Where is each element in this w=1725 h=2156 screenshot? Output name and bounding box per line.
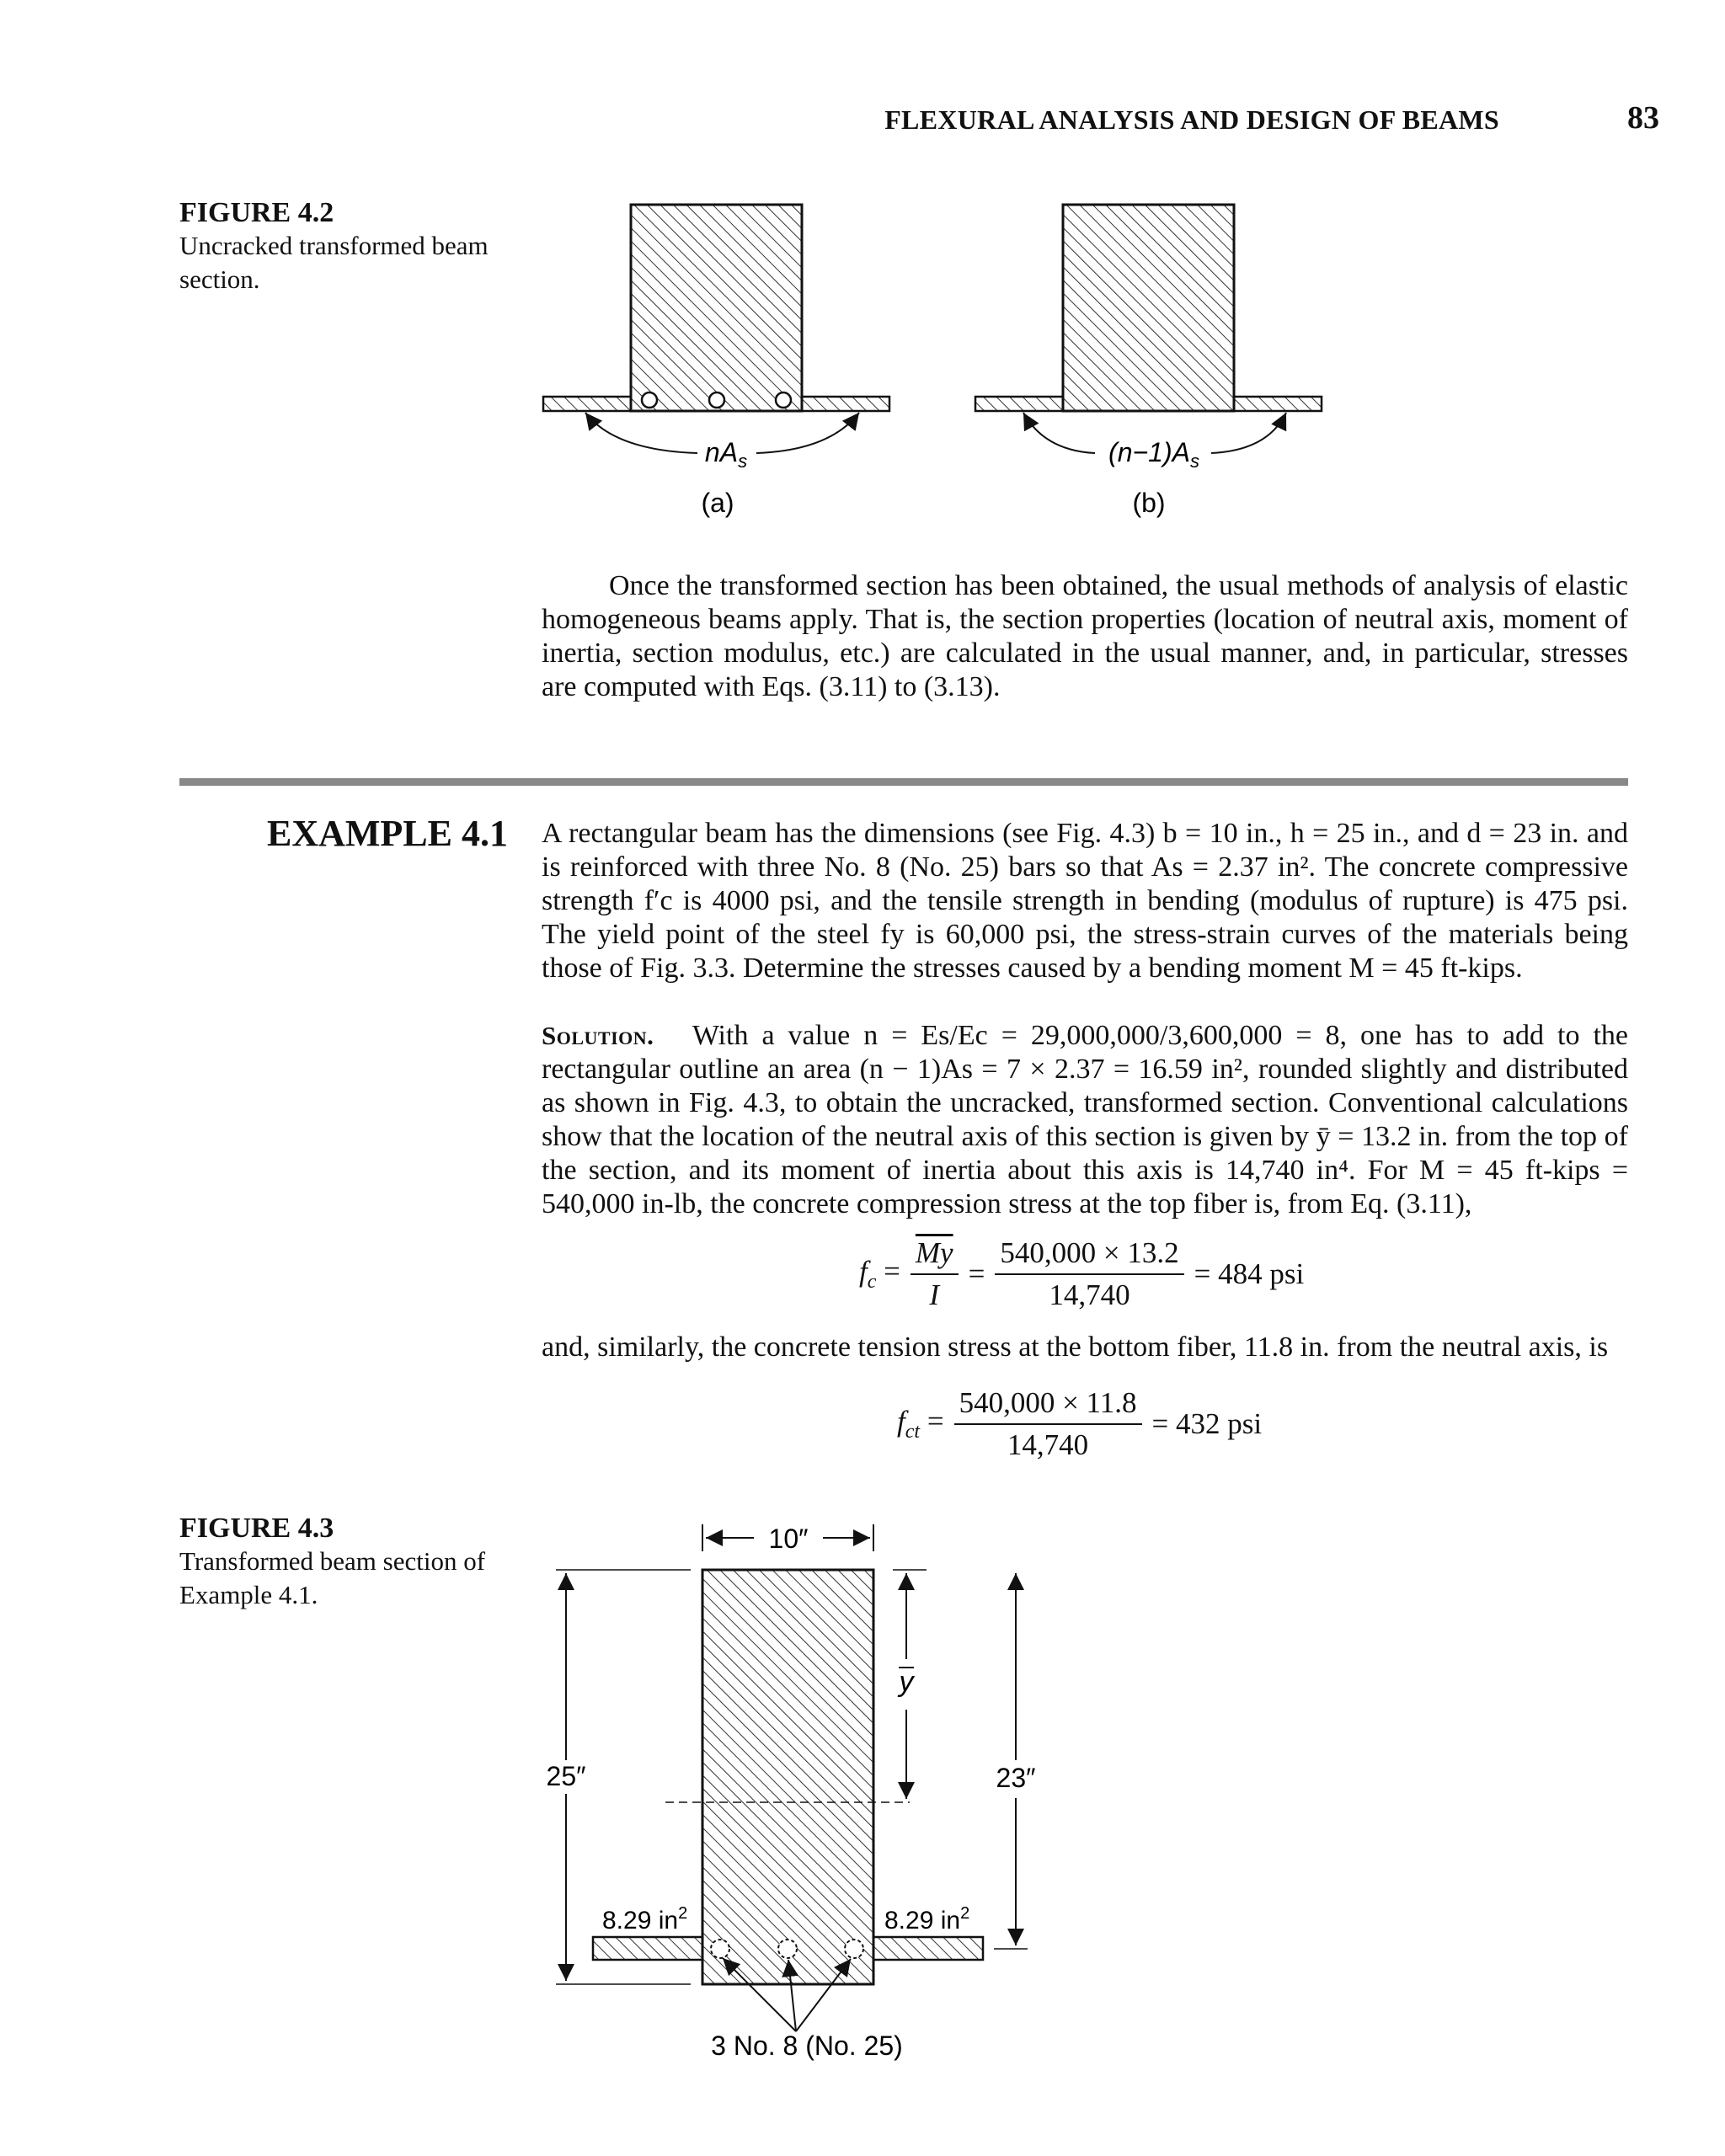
sub-b: (b) <box>1132 488 1166 518</box>
rebar-circle <box>776 392 791 408</box>
label-a: $nA_s$ <box>704 437 748 472</box>
page-number: 83 <box>1627 100 1659 136</box>
equation-fc-frac1: $\frac{\overline{My}}{I}$ <box>911 1236 959 1312</box>
figure-4-3-diagram <box>539 1508 1078 2089</box>
example-label: EXAMPLE 4.1 <box>267 813 508 854</box>
paragraph-transformed-section: Once the transformed section has been obtained, the usual methods of analysis of elastic homogeneous beams apply. That is, the section properties (location of neutral axis, moment of inertia, section modulus, etc.) are calculated in the usual manner, and, in particular, stresses are computed with Eqs. (3.11) to (3.13). <box>542 570 1628 702</box>
rebar-circle <box>709 392 724 408</box>
rebar-circle <box>711 1940 729 1958</box>
between-text: and, similarly, the concrete tension stress at the bottom fiber, 11.8 in. from the neutral axis, is <box>542 1331 1609 1363</box>
equation-fc: $f_c$ = $\frac{\overline{My}}{I}$ = $\frac{540,000 \times 13.2}{14,740}$ = 484 psi <box>859 1236 1305 1311</box>
rebar-circle <box>778 1940 797 1958</box>
transformed-area-left <box>593 1937 702 1960</box>
bars-label: 3 No. 8 (No. 25) <box>711 2031 903 2061</box>
label-b: $(n-1)A_s$ <box>1108 437 1199 472</box>
solution-text: With a value n = Es/Ec = 29,000,000/3,600,000 = 8, one has to add to the rectangular outline an area (n − 1)As = 7 × 2.37 = 16.59 in², rounded slightly and distributed as shown in Fig. 4.3, to obtain the uncracked, transformed section. Conventional calculations show that the location of the neutral axis of this section is given by ȳ = 13.2 in. from the top of the section, and its moment of inertia about this axis is 14,740 in⁴. For M = 45 ft-kips = 540,000 in-lb, the concrete compression stress at the top fiber is, from Eq. (3.11), <box>542 1020 1629 1219</box>
figure-4-2-title: FIGURE 4.2 <box>179 197 334 228</box>
dim-height: 25″ <box>546 1761 586 1791</box>
figure-4-2-caption-block <box>179 197 516 296</box>
transformed-area-right <box>873 1937 983 1960</box>
figure-4-3-title: FIGURE 4.3 <box>179 1513 334 1544</box>
figure-4-3-caption: Transformed beam section of Example 4.1. <box>179 1546 486 1609</box>
sub-a: (a) <box>701 488 734 518</box>
equation-fc-result: = 484 psi <box>1194 1257 1305 1290</box>
example-statement: A rectangular beam has the dimensions (see Fig. 4.3) b = 10 in., h = 25 in., and d = 23 in. and is reinforced with three No. 8 (No. 25) bars so that As = 2.37 in². The concrete compressive strength f′c is 4000 psi, and the tensile strength in bending (modulus of rupture) is 475 psi. The yield point of the steel fy is 60,000 psi, the stress-strain curves of the materials being those of Fig. 3.3. Determine the stresses caused by a bending moment M = 45 ft-kips. <box>542 818 1628 984</box>
rebar-circle <box>642 392 657 408</box>
figure-4-3-caption-block <box>179 1513 516 1612</box>
section-divider <box>179 778 1628 786</box>
beam-web <box>702 1570 873 1984</box>
section-a <box>543 205 889 518</box>
equation-fct: $f_{ct}$ = $\frac{540,000 \times 11.8}{14,740}$ = 432 psi <box>897 1386 1263 1461</box>
dim-ybar: y <box>899 1666 914 1698</box>
running-title: FLEXURAL ANALYSIS AND DESIGN OF BEAMS <box>884 104 1499 135</box>
solution-label: Solution. <box>542 1021 654 1050</box>
section-b <box>975 205 1322 518</box>
area-left-label: 8.29 $in^2$ <box>602 1904 688 1935</box>
dim-width: 10″ <box>768 1524 809 1554</box>
equation-fct-result: = 432 psi <box>1151 1407 1263 1440</box>
equation-fct-frac: $\frac{540,000 \times 11.8}{14,740}$ <box>954 1386 1142 1462</box>
figure-4-2-caption: Uncracked transformed beam section. <box>179 231 489 294</box>
rebar-circle <box>845 1940 863 1958</box>
solution-paragraph <box>542 1019 1628 1221</box>
figure-4-2-diagram <box>531 194 1339 522</box>
dim-depth: 23″ <box>996 1763 1036 1793</box>
area-right-label: 8.29 $in^2$ <box>884 1904 970 1935</box>
equation-fc-frac2: $\frac{540,000 \times 13.2}{14,740}$ <box>995 1236 1183 1312</box>
